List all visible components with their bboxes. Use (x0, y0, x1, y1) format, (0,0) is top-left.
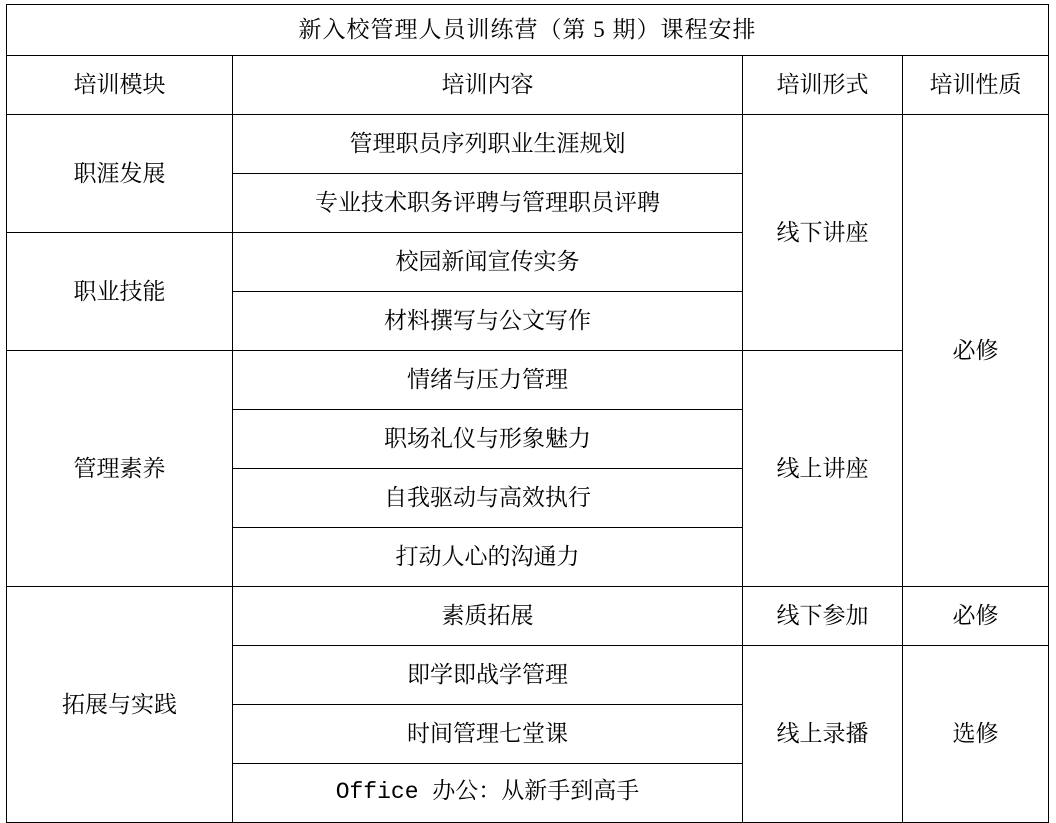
nature-required-extra: 必修 (903, 587, 1049, 646)
course-schedule-table (6, 4, 1049, 823)
content-item: 素质拓展 (233, 587, 743, 646)
form-offline-lecture: 线下讲座 (743, 115, 903, 351)
column-header-module: 培训模块 (7, 56, 233, 115)
content-item: 时间管理七堂课 (233, 705, 743, 764)
module-career-development: 职涯发展 (7, 115, 233, 233)
content-item: 即学即战学管理 (233, 646, 743, 705)
column-header-nature: 培训性质 (903, 56, 1049, 115)
table-row (7, 351, 1049, 410)
module-expansion-practice: 拓展与实践 (7, 587, 233, 823)
content-item: 打动人心的沟通力 (233, 528, 743, 587)
column-header-form: 培训形式 (743, 56, 903, 115)
content-item: 校园新闻宣传实务 (233, 233, 743, 292)
table-row (7, 587, 1049, 646)
table-title-row (7, 5, 1049, 56)
module-management-literacy: 管理素养 (7, 351, 233, 587)
form-online-lecture: 线上讲座 (743, 351, 903, 587)
column-header-content: 培训内容 (233, 56, 743, 115)
form-offline-participation: 线下参加 (743, 587, 903, 646)
content-item: 材料撰写与公文写作 (233, 292, 743, 351)
nature-required: 必修 (903, 115, 1049, 587)
content-item: 职场礼仪与形象魅力 (233, 410, 743, 469)
module-professional-skills: 职业技能 (7, 233, 233, 351)
table-header-row (7, 56, 1049, 115)
form-online-recorded: 线上录播 (743, 646, 903, 823)
content-item: Office 办公：从新手到高手 (233, 764, 743, 823)
content-item: 管理职员序列职业生涯规划 (233, 115, 743, 174)
content-item: 情绪与压力管理 (233, 351, 743, 410)
page-title: 新入校管理人员训练营（第 5 期）课程安排 (7, 5, 1049, 56)
content-item: 自我驱动与高效执行 (233, 469, 743, 528)
content-item: 专业技术职务评聘与管理职员评聘 (233, 174, 743, 233)
nature-elective: 选修 (903, 646, 1049, 823)
table-row (7, 115, 1049, 174)
